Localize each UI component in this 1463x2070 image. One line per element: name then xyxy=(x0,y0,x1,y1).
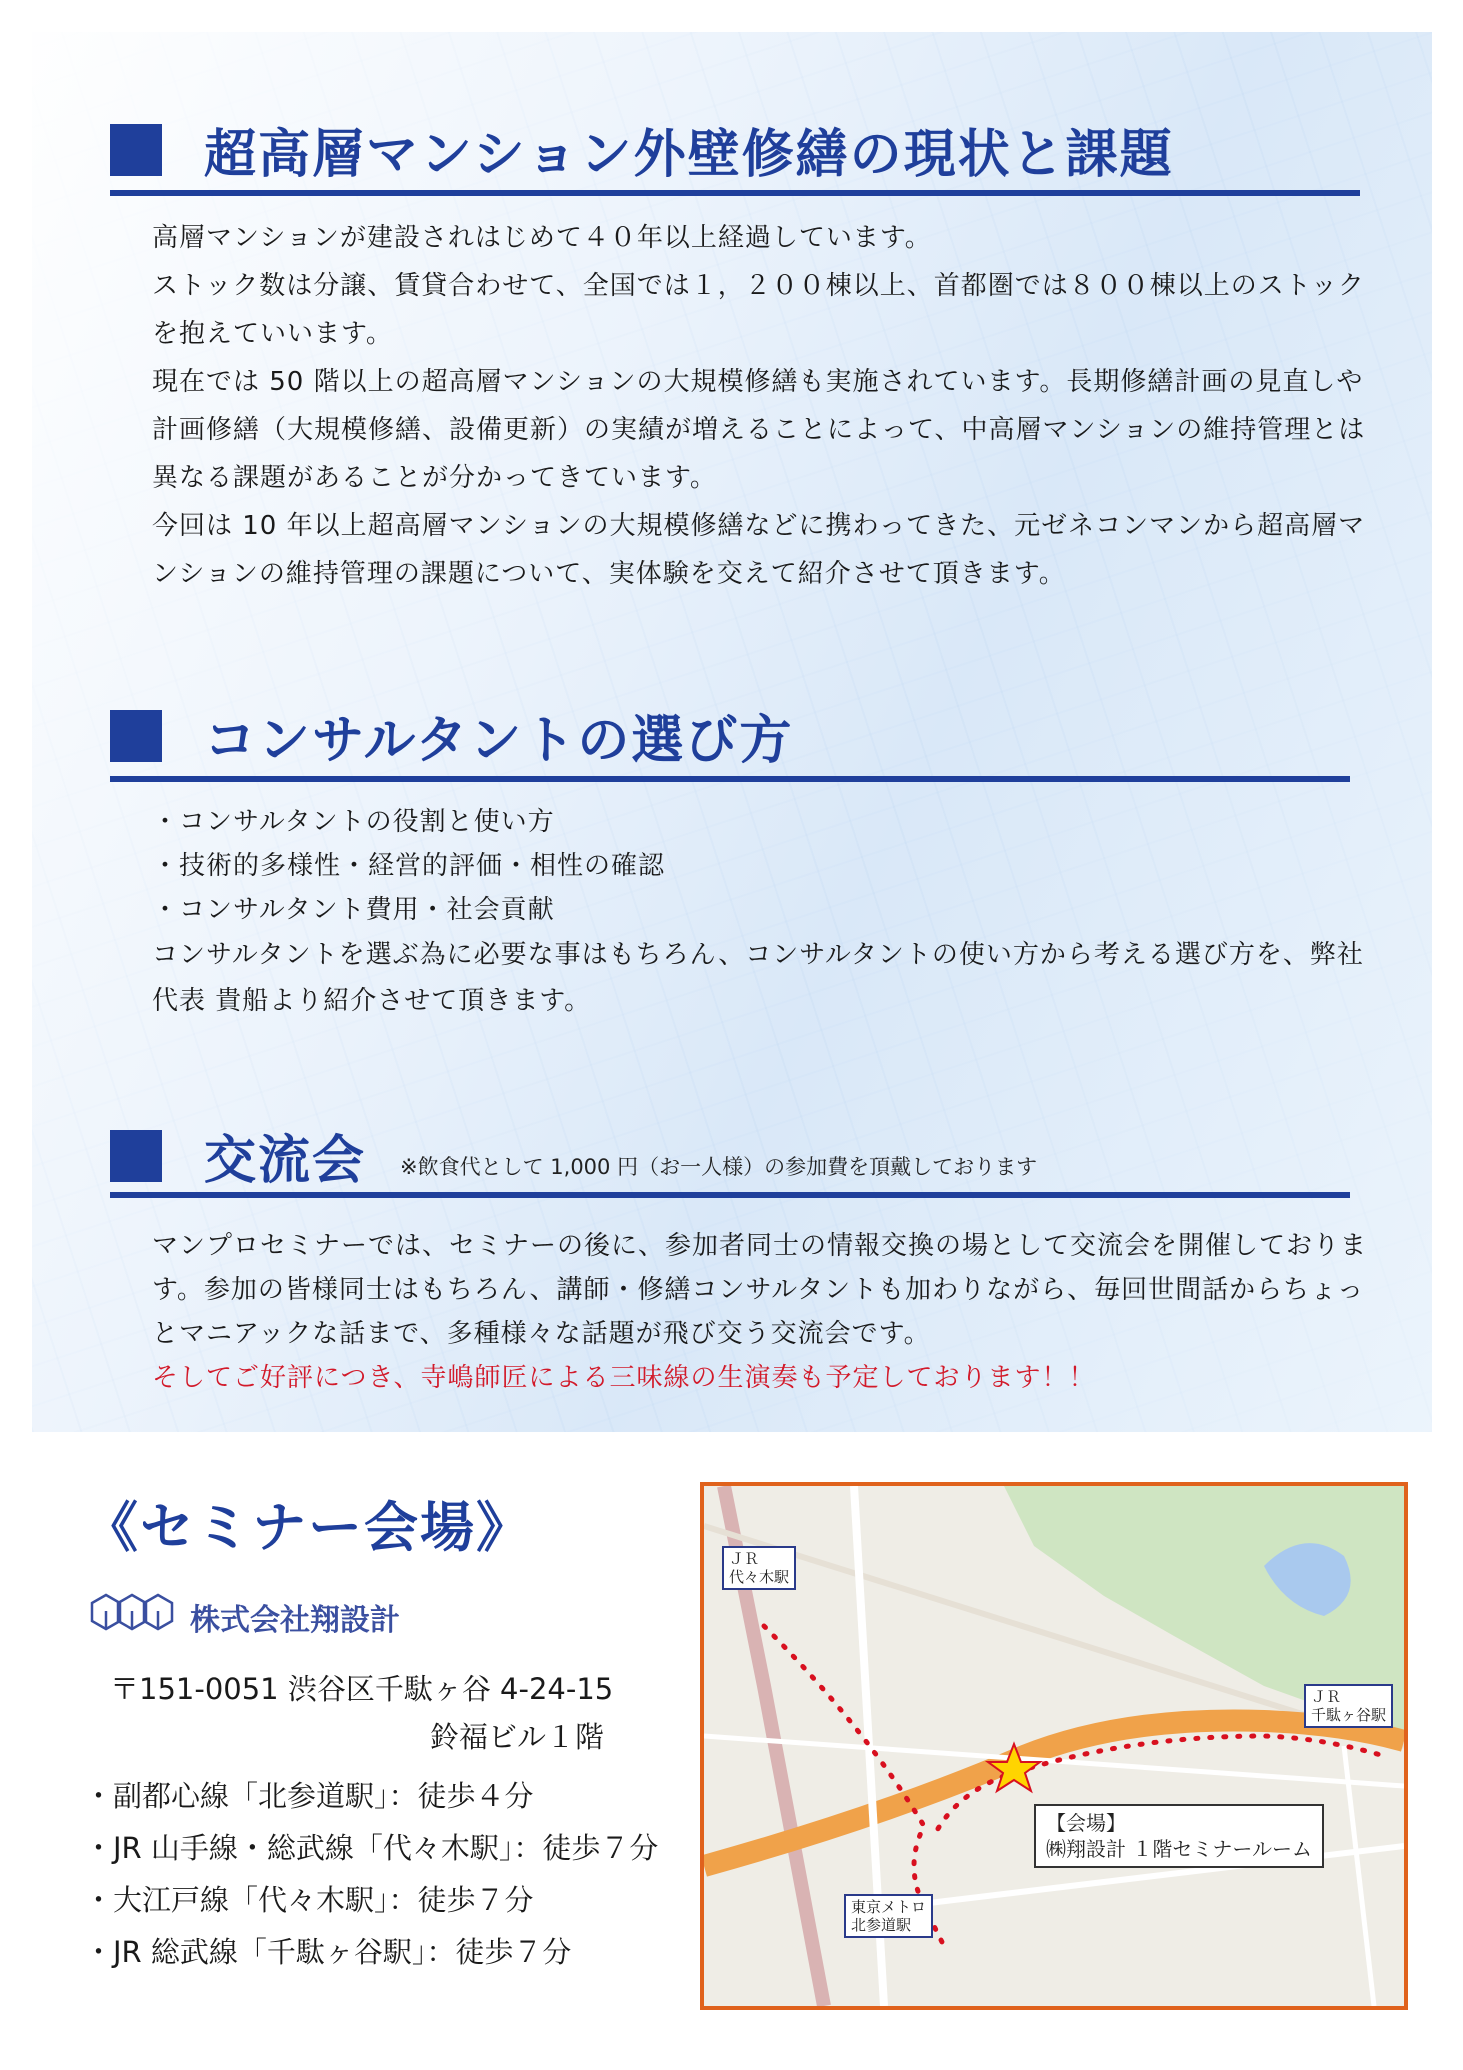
paragraph: 高層マンションが建設されはじめて４０年以上経過しています。 xyxy=(152,223,932,253)
venue-label-line: ㈱翔設計 １階セミナールーム xyxy=(1046,1837,1312,1861)
bullet-item: ・コンサルタント費用・社会貢献 xyxy=(152,895,555,925)
map-graphic xyxy=(704,1486,1404,2006)
section-rule xyxy=(110,1192,1350,1198)
access-list xyxy=(84,1770,658,1978)
section-title-text: 超高層マンション外壁修繕の現状と課題 xyxy=(204,125,1174,185)
section1-body xyxy=(152,214,1382,598)
section2-body xyxy=(152,800,1382,1024)
section-rule xyxy=(110,776,1350,782)
title-square-icon xyxy=(110,1130,162,1182)
access-item: ・JR 総武線「千駄ヶ谷駅」：徒歩７分 xyxy=(84,1935,572,1969)
title-square-icon xyxy=(110,124,162,176)
company-logo xyxy=(88,1585,400,1639)
section-rule xyxy=(110,190,1360,196)
section-title-exterior-repair xyxy=(110,112,1174,187)
access-item: ・JR 山手線・総武線「代々木駅」：徒歩７分 xyxy=(84,1831,659,1865)
fee-note: ※飲食代として 1,000 円（お一人様）の参加費を頂戴しております xyxy=(400,1154,1038,1179)
section-title-consultant xyxy=(110,698,793,773)
station-label-sendagaya: ＪＲ 千駄ヶ谷駅 xyxy=(1304,1684,1393,1728)
paragraph: コンサルタントを選ぶ為に必要な事はもちろん、コンサルタントの使い方から考える選び方を、弊社代表 貴船より紹介させて頂きます。 xyxy=(152,940,1364,1016)
paragraph: ストック数は分譲、賃貸合わせて、全国では１，２００棟以上、首都圏では８００棟以上のストックを抱えていいます。 xyxy=(152,271,1365,349)
paragraph: 今回は 10 年以上超高層マンションの大規模修繕などに携わってきた、元ゼネコンマンから超高層マンションの維持管理の課題について、実体験を交えて紹介させて頂きます。 xyxy=(152,511,1366,589)
paragraph: マンプロセミナーでは、セミナーの後に、参加者同士の情報交換の場として交流会を開催しております。参加の皆様同士はもちろん、講師・修繕コンサルタントも加わりながら、毎回世間話からちょっとマニアックな話まで、多種様々な話題が飛び交う交流会です。 xyxy=(152,1231,1368,1349)
address-line: 鈴福ビル１階 xyxy=(430,1720,605,1754)
access-item: ・大江戸線「代々木駅」：徒歩７分 xyxy=(84,1883,534,1917)
venue-label-line: 【会場】 xyxy=(1046,1811,1126,1835)
bullet-item: ・コンサルタントの役割と使い方 xyxy=(152,807,555,837)
paragraph: 現在では 50 階以上の超高層マンションの大規模修繕も実施されています。長期修繕計画の見直しや計画修繕（大規模修繕、設備更新）の実績が増えることによって、中高層マンションの維持管理とは異なる課題があることが分かってきています。 xyxy=(152,367,1366,493)
section-title-text: コンサルタントの選び方 xyxy=(204,711,794,771)
venue-map xyxy=(700,1482,1408,2010)
access-item: ・副都心線「北参道駅」：徒歩４分 xyxy=(84,1779,534,1813)
bullet-item: ・技術的多様性・経営的評価・相性の確認 xyxy=(152,851,666,881)
station-label-kitasando: 東京メトロ 北参道駅 xyxy=(844,1894,933,1938)
station-label-yoyogi: ＪＲ 代々木駅 xyxy=(722,1546,796,1590)
venue-label xyxy=(1034,1804,1324,1868)
address xyxy=(110,1665,613,1761)
venue-heading: 《セミナー会場》 xyxy=(84,1496,532,1559)
section-title-networking xyxy=(110,1118,1037,1193)
address-line: 〒151-0051 渋谷区千駄ヶ谷 4-24-15 xyxy=(110,1672,614,1706)
company-name: 株式会社翔設計 xyxy=(190,1603,400,1638)
section-title-text: 交流会 xyxy=(204,1131,367,1191)
title-square-icon xyxy=(110,710,162,762)
cube-logo-icon xyxy=(88,1589,178,1635)
section3-body xyxy=(152,1224,1382,1400)
highlight-text: そしてご好評につき、寺嶋師匠による三味線の生演奏も予定しております！！ xyxy=(152,1363,1096,1393)
